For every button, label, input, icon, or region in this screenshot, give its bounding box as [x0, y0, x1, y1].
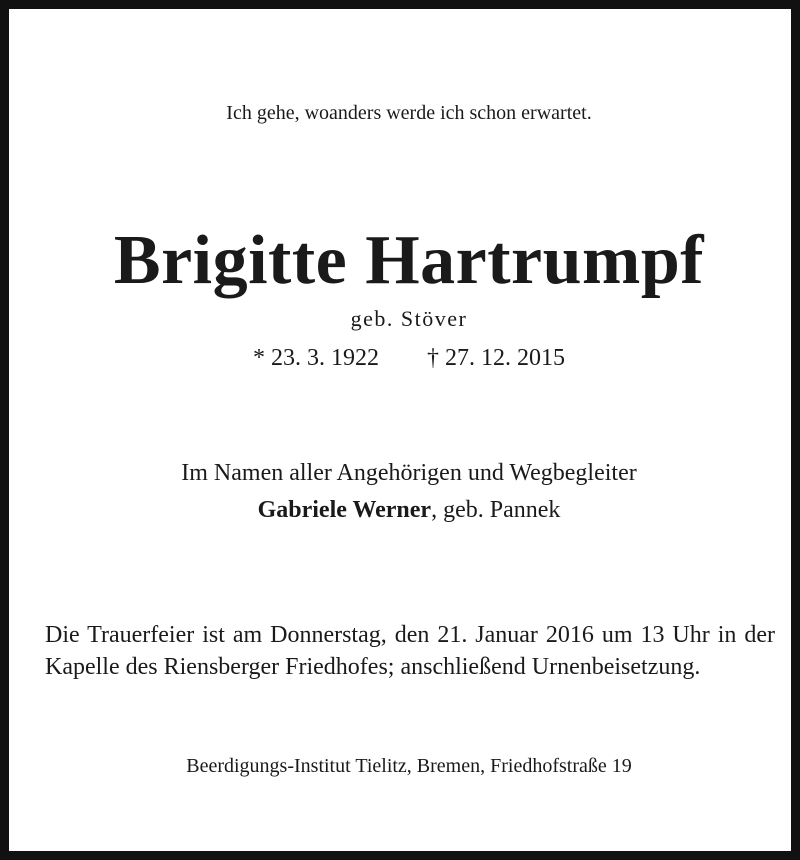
undertaker-info: Beerdigungs-Institut Tielitz, Bremen, Friedhofstraße 19 [186, 755, 632, 777]
motto-text: Ich gehe, woanders werde ich schon erwartet. [226, 102, 592, 124]
mourners-intro: Im Namen aller Angehörigen und Wegbegleiter [181, 460, 637, 486]
mourner-suffix: , geb. Pannek [431, 497, 561, 523]
deceased-maiden-name: geb. Stöver [350, 306, 468, 331]
mourner-line [9, 497, 800, 524]
birth-date: * 23. 3. 1922 [253, 345, 379, 371]
death-date: † 27. 12. 2015 [427, 345, 565, 371]
service-notice: Die Trauerfeier ist am Donnerstag, den 21. Januar 2016 um 13 Uhr in der Kapelle des Riensberger Friedhofes; anschließend Urnenbeisetzung. [45, 622, 775, 680]
deceased-name: Brigitte Hartrumpf [113, 222, 705, 299]
life-dates [9, 345, 800, 372]
mourner-name: Gabriele Werner [257, 497, 432, 523]
